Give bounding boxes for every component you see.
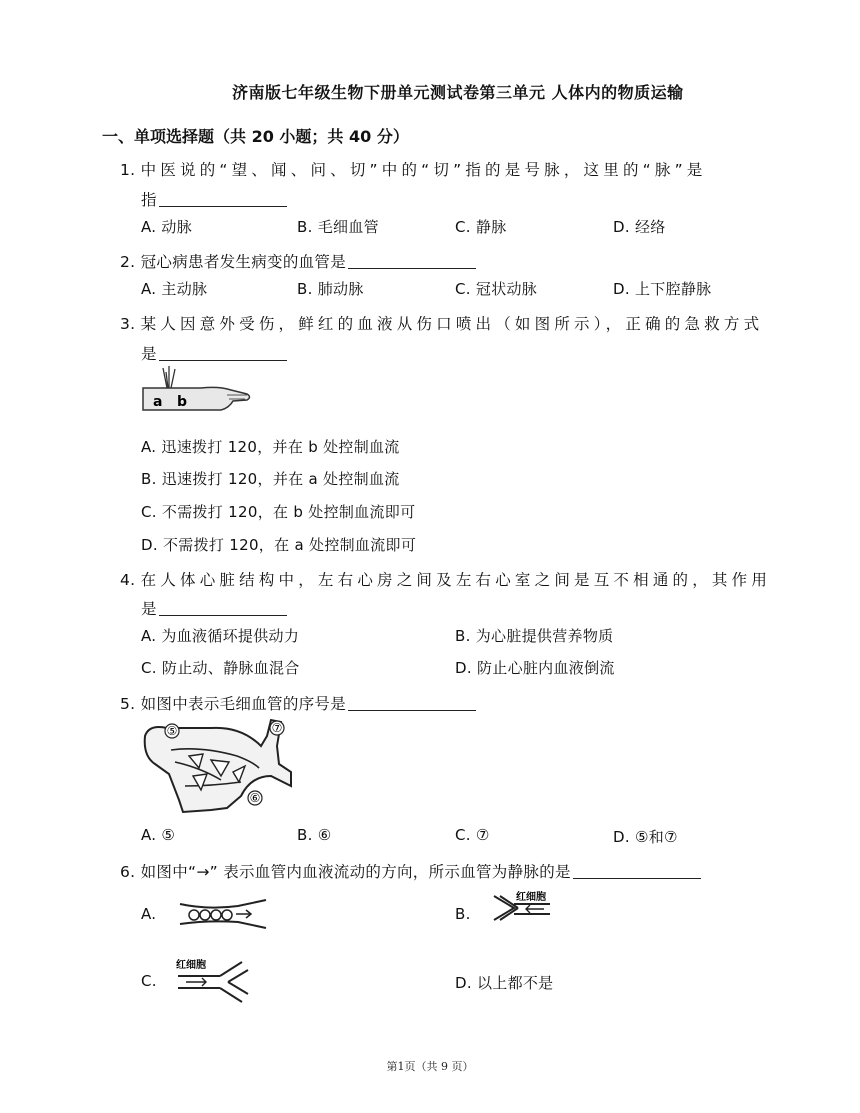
option-a[interactable]: A. ⑤ xyxy=(141,826,176,844)
question-text-cont: 是 xyxy=(141,600,157,618)
option-b[interactable]: B. 毛细血管 xyxy=(297,218,379,236)
question-1-line2 xyxy=(141,188,287,210)
question-number: 2. xyxy=(120,253,136,271)
question-4 xyxy=(120,568,771,590)
option-d[interactable]: D. 以上都不是 xyxy=(455,974,554,992)
option-c[interactable]: C. 冠状动脉 xyxy=(455,280,538,298)
option-a[interactable]: A. 迅速拨打 120，并在 b 处控制血流 xyxy=(141,438,400,456)
figure-label-6: ⑥ xyxy=(249,791,261,805)
option-b[interactable]: B. xyxy=(455,905,471,923)
option-d[interactable]: D. 不需拨打 120，在 a 处控制血流即可 xyxy=(141,536,417,554)
option-c[interactable]: C. xyxy=(141,972,157,990)
question-text: 如图中“→” 表示血管内血液流动的方向，所示血管为静脉的是 xyxy=(140,863,571,881)
question-text: 中医说的“望、闻、问、切”中的“切”指的是号脉，这里的“脉”是 xyxy=(140,161,707,179)
question-2 xyxy=(120,250,476,272)
question-3-line2 xyxy=(141,342,287,364)
option-a[interactable]: A. 动脉 xyxy=(141,218,193,236)
page-footer: 第1页（共 9 页） xyxy=(386,1060,474,1073)
option-a[interactable]: A. 为血液循环提供动力 xyxy=(141,627,300,645)
figure-label-a: a xyxy=(153,394,163,410)
capillary-vessel-figure xyxy=(178,896,268,932)
option-b[interactable]: B. 为心脏提供营养物质 xyxy=(455,627,614,645)
question-1 xyxy=(120,158,707,180)
question-text: 如图中表示毛细血管的序号是 xyxy=(140,695,347,713)
question-text-cont: 是 xyxy=(141,345,157,363)
answer-blank[interactable] xyxy=(159,601,287,616)
question-6 xyxy=(120,860,701,882)
answer-blank[interactable] xyxy=(573,864,701,879)
question-5 xyxy=(120,692,476,714)
question-number: 3. xyxy=(120,315,136,333)
question-text-cont: 指 xyxy=(141,191,157,209)
capillary-network-figure xyxy=(141,716,297,816)
answer-blank[interactable] xyxy=(159,192,287,207)
question-number: 6. xyxy=(120,863,136,881)
figure-label-7: ⑦ xyxy=(271,721,283,735)
page-title: 济南版七年级生物下册单元测试卷第三单元 人体内的物质运输 xyxy=(232,83,684,102)
option-c[interactable]: C. ⑦ xyxy=(455,826,490,844)
question-number: 4. xyxy=(120,571,136,589)
option-c[interactable]: C. 防止动、静脉血混合 xyxy=(141,659,300,677)
option-c[interactable]: C. 不需拨打 120，在 b 处控制血流即可 xyxy=(141,503,416,521)
question-number: 5. xyxy=(120,695,136,713)
question-text: 在人体心脏结构中，左右心房之间及左右心室之间是互不相通的，其作用 xyxy=(140,571,772,589)
branching-vessel-figure-b xyxy=(490,890,574,936)
answer-blank[interactable] xyxy=(348,254,476,269)
question-number: 1. xyxy=(120,161,136,179)
question-text: 冠心病患者发生病变的血管是 xyxy=(140,253,347,271)
wound-arm-figure xyxy=(141,364,253,424)
option-d[interactable]: D. 上下腔静脉 xyxy=(613,280,712,298)
option-d[interactable]: D. 防止心脏内血液倒流 xyxy=(455,659,615,677)
figure-label-red-cell: 红细胞 xyxy=(516,892,546,903)
branching-vessel-figure-c xyxy=(172,954,256,1006)
section-heading: 一、单项选择题（共 20 小题；共 40 分） xyxy=(102,127,409,146)
option-b[interactable]: B. ⑥ xyxy=(297,826,332,844)
answer-blank[interactable] xyxy=(159,346,287,361)
figure-label-red-cell: 红细胞 xyxy=(176,960,206,971)
option-c[interactable]: C. 静脉 xyxy=(455,218,507,236)
question-3 xyxy=(120,312,763,334)
question-4-line2 xyxy=(141,597,287,619)
figure-label-b: b xyxy=(177,394,188,410)
option-b[interactable]: B. 肺动脉 xyxy=(297,280,364,298)
option-b[interactable]: B. 迅速拨打 120，并在 a 处控制血流 xyxy=(141,470,400,488)
option-a[interactable]: A. 主动脉 xyxy=(141,280,208,298)
option-d[interactable]: D. 经络 xyxy=(613,218,666,236)
answer-blank[interactable] xyxy=(348,696,476,711)
figure-label-5: ⑤ xyxy=(166,724,178,738)
option-a[interactable]: A. xyxy=(141,905,157,923)
option-d[interactable]: D. ⑤和⑦ xyxy=(613,828,678,846)
question-text: 某人因意外受伤，鲜红的血液从伤口喷出（如图所示），正确的急救方式 xyxy=(140,315,764,333)
